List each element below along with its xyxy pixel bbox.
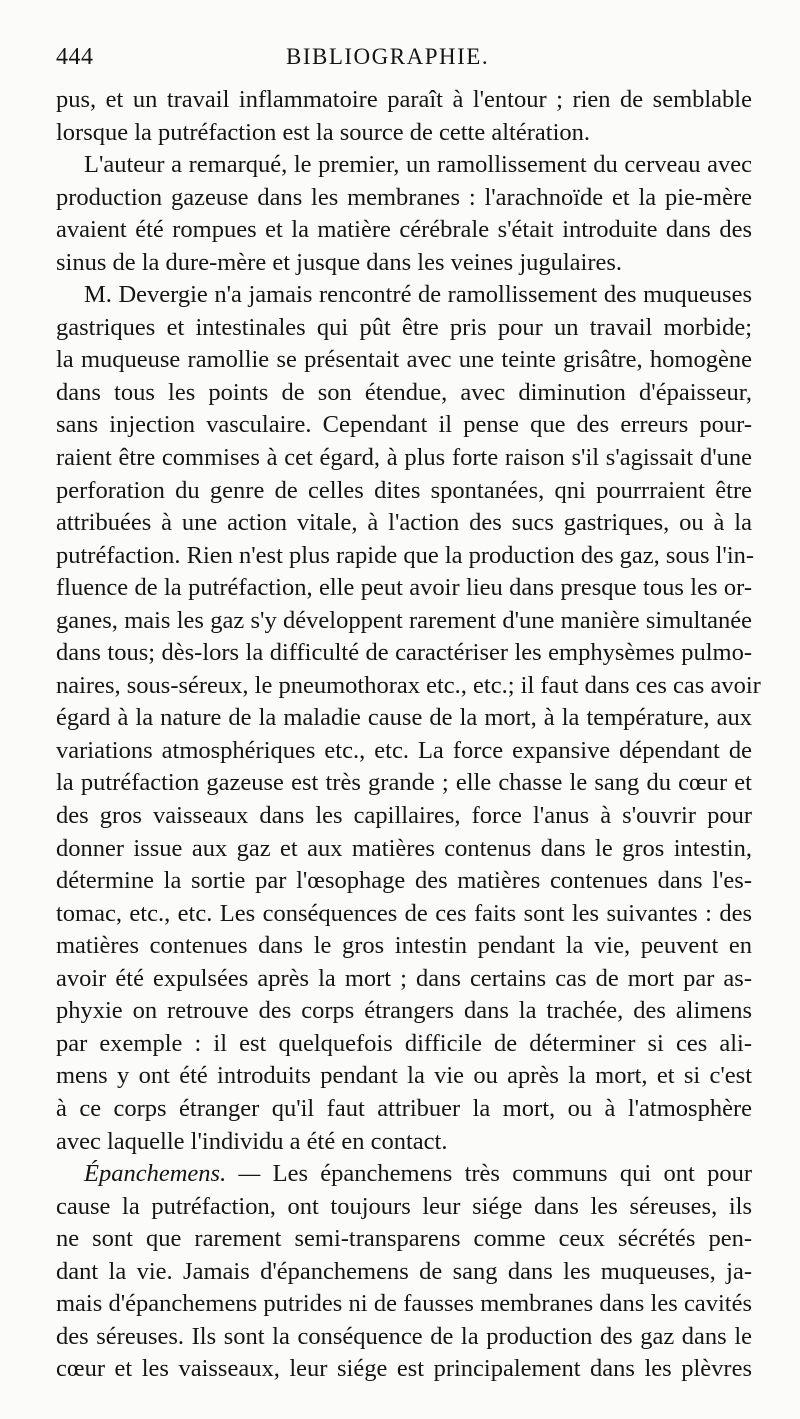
text-line: mens y ont été introduits pendant la vie ou après la mort, et si c'est xyxy=(56,1062,752,1090)
text-line: sans injection vasculaire. Cependant il pense que des erreurs pour- xyxy=(56,411,752,439)
text-line: des séreuses. Ils sont la conséquence de la production des gaz dans le xyxy=(56,1322,752,1350)
text-line: tomac, etc., etc. Les conséquences de ces faits sont les suivantes : des xyxy=(56,899,752,927)
text-line: donner issue aux gaz et aux matières contenus dans le gros intestin, xyxy=(56,834,752,862)
text-line: ne sont que rarement semi-transparens comme ceux sécrétés pen- xyxy=(56,1225,752,1253)
text-line: par exemple : il est quelquefois difficile de déterminer si ces ali- xyxy=(56,1029,752,1057)
text-line: matières contenues dans le gros intestin pendant la vie, peuvent en xyxy=(56,932,752,960)
text-line: pus, et un travail inflammatoire paraît à l'entour ; rien de semblable xyxy=(56,86,752,113)
text-line: égard à la nature de la maladie cause de la mort, à la température, aux xyxy=(56,704,752,732)
text-line: sinus de la dure-mère et jusque dans les veines jugulaires. xyxy=(56,248,623,276)
running-head: BIBLIOGRAPHIE. xyxy=(286,44,490,69)
page-header xyxy=(56,40,756,74)
text-line: putréfaction. Rien n'est plus rapide que la production des gaz, sous l'in- xyxy=(56,541,755,569)
text-line: mais d'épanchemens putrides ni de fausses membranes dans les cavités xyxy=(56,1290,752,1318)
text-line: perforation du genre de celles dites spontanées, qni pourrraient être xyxy=(56,476,752,504)
text-line: dant la vie. Jamais d'épanchemens de sang dans les muqueuses, ja- xyxy=(56,1257,752,1285)
text-line: ganes, mais les gaz s'y développent rarement d'une manière simultanée xyxy=(56,606,752,634)
text-line: détermine la sortie par l'œsophage des matières contenues dans l'es- xyxy=(56,867,752,895)
text-line: L'auteur a remarqué, le premier, un ramollissement du cerveau avec xyxy=(84,151,752,179)
page-number: 444 xyxy=(56,44,94,70)
text-line: avoir été expulsées après la mort ; dans certains cas de mort par as- xyxy=(56,964,752,992)
text-line: lorsque la putréfaction est la source de cette altération. xyxy=(56,118,590,146)
paragraph-4 xyxy=(56,1158,752,1386)
paragraph-2 xyxy=(56,149,752,279)
text-line: dans tous les points de son étendue, avec diminution d'épaisseur, xyxy=(56,378,752,406)
text-line: cœur et les vaisseaux, leur siége est principalement dans les plèvres xyxy=(56,1355,752,1383)
paragraph-3 xyxy=(56,279,761,1158)
text-line: avec laquelle l'individu a été en contact. xyxy=(56,1127,448,1155)
text-line: raient être commises à cet égard, à plus forte raison s'il s'agissait d'une xyxy=(56,444,752,472)
text-line: phyxie on retrouve des corps étrangers dans la trachée, des alimens xyxy=(56,997,752,1025)
text-line: à ce corps étranger qu'il faut attribuer la mort, ou à l'atmosphère xyxy=(56,1094,752,1122)
text-line: naires, sous-séreux, le pneumothorax etc., etc.; il faut dans ces cas avoir xyxy=(56,671,761,699)
text-line: des gros vaisseaux dans les capillaires, force l'anus à s'ouvrir pour xyxy=(56,802,752,830)
paragraph-1 xyxy=(56,84,752,149)
text-line: production gazeuse dans les membranes : l'arachnoïde et la pie-mère xyxy=(56,183,752,211)
text-line: avaient été rompues et la matière cérébrale s'était introduite dans des xyxy=(56,216,752,244)
text-line: variations atmosphériques etc., etc. La force expansive dépendant de xyxy=(56,736,752,764)
text-line: la putréfaction gazeuse est très grande ; elle chasse le sang du cœur et xyxy=(56,769,752,797)
body-text xyxy=(56,84,761,1386)
text-line: attribuées à une action vitale, à l'action des sucs gastriques, ou à la xyxy=(56,509,752,537)
text-line: gastriques et intestinales qui pût être pris pour un travail morbide; xyxy=(56,313,752,341)
section-lead: Épanchemens. — xyxy=(84,1160,261,1188)
text-line: M. Devergie n'a jamais rencontré de ramollissement des muqueuses xyxy=(84,281,752,309)
text-line: cause la putréfaction, ont toujours leur siége dans les séreuses, ils xyxy=(56,1192,752,1220)
text-line: la muqueuse ramollie se présentait avec une teinte grisâtre, homogène xyxy=(56,346,752,374)
text-line-rest: Les épanchemens très communs qui ont pour xyxy=(260,1160,752,1188)
text-line: dans tous; dès-lors la difficulté de caractériser les emphysèmes pulmo- xyxy=(56,639,752,667)
text-line xyxy=(56,1158,752,1191)
text-line: fluence de la putréfaction, elle peut avoir lieu dans presque tous les or- xyxy=(56,574,752,602)
